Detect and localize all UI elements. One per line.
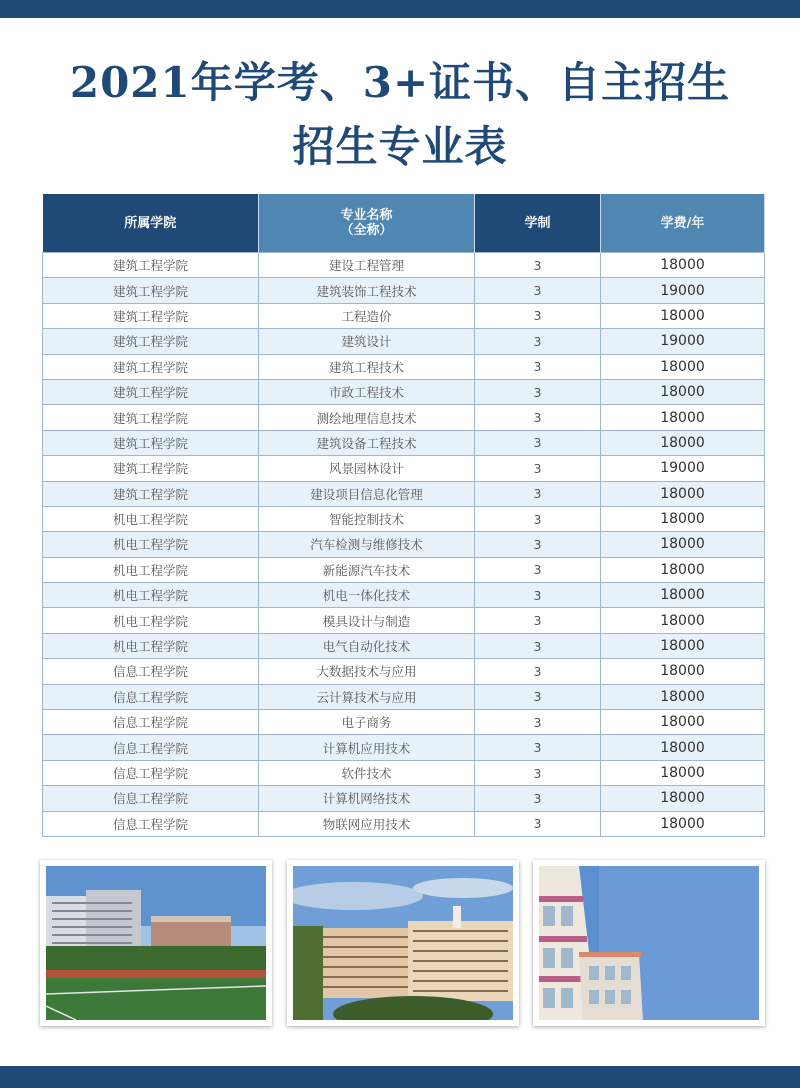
table-row: [43, 405, 765, 430]
cell-major: 市政工程技术: [259, 379, 475, 404]
cell-major: 模具设计与制造: [259, 608, 475, 633]
cell-major: 电子商务: [259, 710, 475, 735]
cell-duration: 3: [475, 608, 601, 633]
cell-major: 电气自动化技术: [259, 633, 475, 658]
cell-college: 建筑工程学院: [43, 329, 259, 354]
table-row: [43, 760, 765, 785]
cell-duration: 3: [475, 735, 601, 760]
cell-major: 建筑设备工程技术: [259, 430, 475, 455]
cell-fee: 19000: [601, 456, 765, 481]
table-row: [43, 684, 765, 709]
cell-duration: 3: [475, 710, 601, 735]
cell-college: 机电工程学院: [43, 506, 259, 531]
cell-major: 建筑设计: [259, 329, 475, 354]
cell-college: 信息工程学院: [43, 735, 259, 760]
cell-fee: 18000: [601, 430, 765, 455]
cell-major: 测绘地理信息技术: [259, 405, 475, 430]
cell-major: 大数据技术与应用: [259, 659, 475, 684]
cell-fee: 18000: [601, 379, 765, 404]
cell-fee: 19000: [601, 329, 765, 354]
campus-photo-sports-field: [40, 860, 272, 1026]
cell-fee: 18000: [601, 303, 765, 328]
cell-major: 软件技术: [259, 760, 475, 785]
dormitories-image: [293, 866, 513, 1020]
cell-duration: 3: [475, 684, 601, 709]
page-title-line-1: 2021年学考、3+证书、自主招生: [69, 58, 731, 107]
table-row: [43, 278, 765, 303]
cell-college: 信息工程学院: [43, 811, 259, 836]
cell-major: 云计算技术与应用: [259, 684, 475, 709]
table-row: [43, 659, 765, 684]
table-row: [43, 557, 765, 582]
cell-duration: 3: [475, 456, 601, 481]
cell-duration: 3: [475, 760, 601, 785]
cell-duration: 3: [475, 811, 601, 836]
cell-fee: 18000: [601, 608, 765, 633]
building-corner-image: [539, 866, 759, 1020]
table-row: [43, 253, 765, 278]
cell-duration: 3: [475, 405, 601, 430]
cell-college: 建筑工程学院: [43, 405, 259, 430]
cell-major: 风景园林设计: [259, 456, 475, 481]
cell-college: 信息工程学院: [43, 684, 259, 709]
cell-fee: 18000: [601, 735, 765, 760]
cell-duration: 3: [475, 633, 601, 658]
header-college: 所属学院: [43, 194, 259, 253]
cell-duration: 3: [475, 278, 601, 303]
header-major-fullname-note: （全称）: [340, 223, 393, 238]
cell-duration: 3: [475, 532, 601, 557]
table-row: [43, 633, 765, 658]
table-row: [43, 456, 765, 481]
cell-college: 机电工程学院: [43, 633, 259, 658]
cell-major: 智能控制技术: [259, 506, 475, 531]
bottom-banner-bar: [0, 1066, 800, 1088]
cell-college: 机电工程学院: [43, 557, 259, 582]
cell-fee: 18000: [601, 659, 765, 684]
cell-major: 建设项目信息化管理: [259, 481, 475, 506]
header-duration: 学制: [475, 194, 601, 253]
cell-college: 信息工程学院: [43, 659, 259, 684]
cell-duration: 3: [475, 481, 601, 506]
cell-major: 机电一体化技术: [259, 583, 475, 608]
cell-college: 机电工程学院: [43, 583, 259, 608]
cell-fee: 18000: [601, 633, 765, 658]
campus-photo-dormitories: [287, 860, 519, 1026]
cell-fee: 18000: [601, 583, 765, 608]
cell-fee: 18000: [601, 354, 765, 379]
cell-college: 机电工程学院: [43, 608, 259, 633]
cell-fee: 18000: [601, 786, 765, 811]
table-row: [43, 354, 765, 379]
cell-major: 物联网应用技术: [259, 811, 475, 836]
sports-field-image: [46, 866, 266, 1020]
cell-college: 信息工程学院: [43, 786, 259, 811]
table-row: [43, 532, 765, 557]
table-row: [43, 329, 765, 354]
cell-college: 建筑工程学院: [43, 354, 259, 379]
cell-major: 汽车检测与维修技术: [259, 532, 475, 557]
cell-major: 新能源汽车技术: [259, 557, 475, 582]
cell-duration: 3: [475, 659, 601, 684]
cell-fee: 18000: [601, 481, 765, 506]
cell-fee: 19000: [601, 278, 765, 303]
table-row: [43, 506, 765, 531]
cell-college: 信息工程学院: [43, 710, 259, 735]
cell-major: 建筑工程技术: [259, 354, 475, 379]
cell-fee: 18000: [601, 253, 765, 278]
cell-duration: 3: [475, 329, 601, 354]
header-major-name: 专业名称: [340, 208, 393, 223]
cell-college: 建筑工程学院: [43, 379, 259, 404]
cell-fee: 18000: [601, 557, 765, 582]
cell-major: 工程造价: [259, 303, 475, 328]
cell-duration: 3: [475, 430, 601, 455]
table-row: [43, 710, 765, 735]
cell-duration: 3: [475, 557, 601, 582]
cell-duration: 3: [475, 354, 601, 379]
cell-fee: 18000: [601, 811, 765, 836]
cell-fee: 18000: [601, 506, 765, 531]
cell-college: 机电工程学院: [43, 532, 259, 557]
cell-duration: 3: [475, 506, 601, 531]
cell-duration: 3: [475, 786, 601, 811]
cell-major: 计算机网络技术: [259, 786, 475, 811]
majors-table: [42, 194, 765, 837]
cell-fee: 18000: [601, 684, 765, 709]
header-fee: 学费/年: [601, 194, 765, 253]
header-major: [259, 194, 475, 253]
table-row: [43, 786, 765, 811]
cell-college: 建筑工程学院: [43, 430, 259, 455]
campus-photo-building-corner: [533, 860, 765, 1026]
cell-major: 建筑装饰工程技术: [259, 278, 475, 303]
table-header: [43, 194, 765, 253]
cell-fee: 18000: [601, 710, 765, 735]
cell-major: 计算机应用技术: [259, 735, 475, 760]
table-row: [43, 481, 765, 506]
top-banner-bar: [0, 0, 800, 18]
cell-duration: 3: [475, 583, 601, 608]
table-body: [43, 253, 765, 837]
cell-major: 建设工程管理: [259, 253, 475, 278]
table-row: [43, 608, 765, 633]
cell-duration: 3: [475, 303, 601, 328]
table-row: [43, 583, 765, 608]
table-row: [43, 303, 765, 328]
cell-college: 建筑工程学院: [43, 481, 259, 506]
table-row: [43, 379, 765, 404]
cell-duration: 3: [475, 253, 601, 278]
page-title-line-2: 招生专业表: [292, 122, 508, 171]
cell-fee: 18000: [601, 532, 765, 557]
cell-college: 建筑工程学院: [43, 303, 259, 328]
cell-college: 建筑工程学院: [43, 278, 259, 303]
table-row: [43, 735, 765, 760]
table-row: [43, 811, 765, 836]
cell-fee: 18000: [601, 405, 765, 430]
table-row: [43, 430, 765, 455]
cell-college: 建筑工程学院: [43, 456, 259, 481]
cell-fee: 18000: [601, 760, 765, 785]
cell-college: 建筑工程学院: [43, 253, 259, 278]
cell-college: 信息工程学院: [43, 760, 259, 785]
cell-duration: 3: [475, 379, 601, 404]
